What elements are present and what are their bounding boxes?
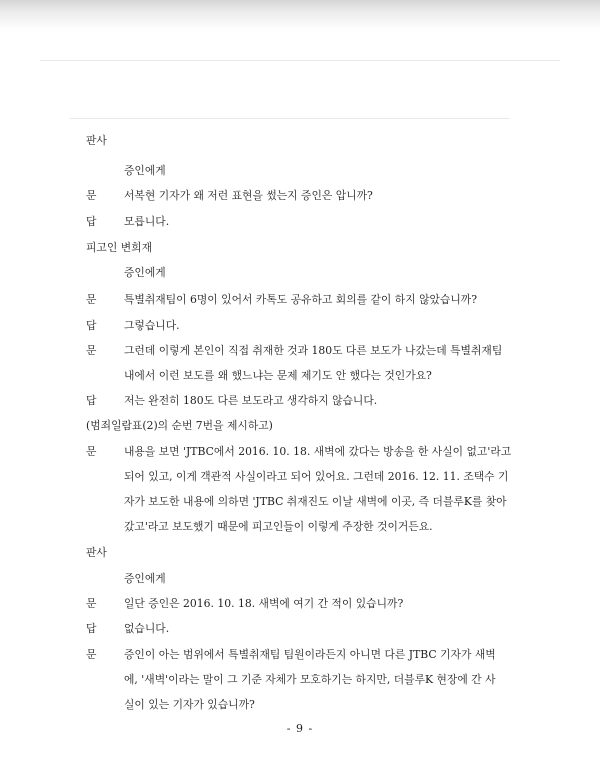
question-text: 자가 보도한 내용에 의하면 'JTBC 취재진도 이날 새벽에 이곳, 즉 더블루K를 찾아 — [124, 495, 507, 508]
question-label: 문 — [86, 597, 97, 610]
question-text: 내용을 보면 'JTBC에서 2016. 10. 18. 새벽에 갔다는 방송을 한 사실이 없고'라고 — [124, 445, 512, 458]
question-text: 내에서 이런 보도를 왜 했느냐는 문제 제기도 안 했다는 것인가요? — [124, 369, 432, 382]
question-label: 문 — [86, 445, 97, 458]
bleed-through-line — [40, 60, 560, 61]
speaker-judge: 판사 — [86, 134, 107, 147]
question-text: 갔고'라고 보도했기 때문에 피고인들이 이렇게 주장한 것이거든요. — [124, 520, 433, 533]
address-to-witness: 증인에게 — [124, 164, 166, 177]
question-text: 그런데 이렇게 본인이 직접 취재한 것과 180도 다른 보도가 나갔는데 특별취재팀 — [124, 344, 503, 357]
question-text: 일단 증인은 2016. 10. 18. 새벽에 여기 간 적이 있습니까? — [124, 597, 404, 610]
answer-text: 그렇습니다. — [124, 319, 180, 332]
question-text: 되어 있고, 이게 객관적 사실이라고 되어 있어요. 그런데 2016. 12. 11. 조택수 기 — [124, 470, 509, 483]
question-text: 특별취재팀이 6명이 있어서 카톡도 공유하고 회의를 같이 하지 않았습니까? — [124, 293, 478, 306]
bleed-through-line — [70, 118, 510, 119]
answer-text: 모릅니다. — [124, 215, 170, 228]
question-label: 문 — [86, 293, 97, 306]
scan-shadow — [0, 0, 600, 30]
question-label: 문 — [86, 189, 97, 202]
speaker-defendant: 피고인 변희재 — [86, 241, 153, 254]
answer-label: 답 — [86, 319, 97, 332]
page-number: - 9 - — [286, 722, 314, 735]
answer-label: 답 — [86, 215, 97, 228]
question-text: 증인이 아는 범위에서 특별취재팀 팀원이라든지 아니면 다른 JTBC 기자가 새벽 — [124, 648, 496, 661]
question-text: 에, '새벽'이라는 말이 그 기준 자체가 모호하기는 하지만, 더블루K 현장에 간 사 — [124, 673, 496, 686]
question-text: 실이 있는 기자가 있습니까? — [124, 698, 255, 711]
exhibit-note: (범죄일람표(2)의 순번 7번을 제시하고) — [86, 419, 273, 432]
address-to-witness: 증인에게 — [124, 572, 166, 585]
answer-label: 답 — [86, 622, 97, 635]
question-label: 문 — [86, 344, 97, 357]
question-label: 문 — [86, 648, 97, 661]
answer-label: 답 — [86, 394, 97, 407]
question-text: 서복현 기자가 왜 저런 표현을 썼는지 증인은 압니까? — [124, 189, 373, 202]
speaker-judge: 판사 — [86, 546, 107, 559]
answer-text: 없습니다. — [124, 622, 170, 635]
answer-text: 저는 완전히 180도 다른 보도라고 생각하지 않습니다. — [124, 394, 378, 407]
address-to-witness: 증인에게 — [124, 266, 166, 279]
